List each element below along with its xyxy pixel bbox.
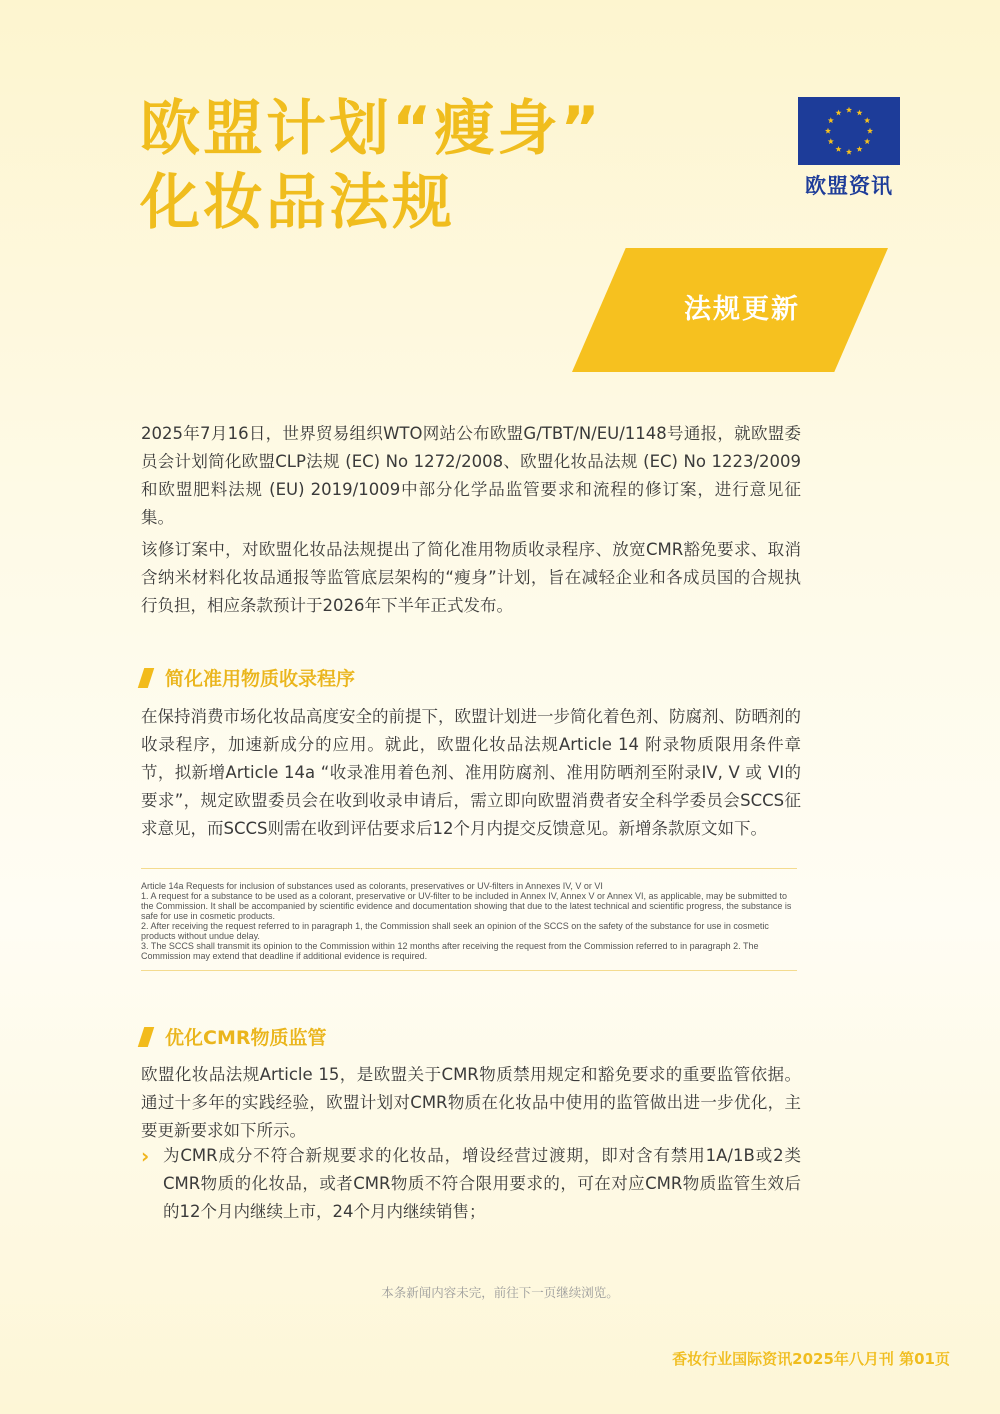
chevron-right-icon: › xyxy=(141,1144,150,1168)
eu-star xyxy=(856,146,862,152)
heading-marker-icon xyxy=(138,1027,154,1047)
eu-flag-icon xyxy=(798,97,900,165)
section-heading-2-text: 优化CMR物质监管 xyxy=(165,1027,327,1049)
list-item xyxy=(141,1142,801,1226)
banner-label: 法规更新 xyxy=(684,294,800,325)
eu-star xyxy=(828,117,834,123)
title-line-2: 化妆品法规 xyxy=(140,168,455,238)
eu-star xyxy=(846,149,852,155)
eu-star xyxy=(835,110,841,116)
section-heading-1-text: 简化准用物质收录程序 xyxy=(165,668,356,690)
page-title xyxy=(140,92,603,240)
quote-line: 1. A request for a substance to be used as a colorant, preservative or UV-filter to be included in Annex IV, Annex V or Annex VI, as applicable, may be submitted to the Commission. It shall be accompanied by scientific evidence and documentation showing that due to the latest technical and scientific progress, the substance is safe for use in cosmetic products. xyxy=(141,891,792,921)
section-heading-1 xyxy=(141,664,355,691)
eu-star xyxy=(846,107,852,113)
category-label: 欧盟资讯 xyxy=(805,174,893,198)
page-footer: 香妆行业国际资讯2025年八月刊 第01页 xyxy=(672,1350,950,1368)
list-item-text: 为CMR成分不符合新规要求的化妆品，增设经营过渡期，即对含有禁用1A/1B或2类CMR物质的化妆品，或者CMR物质不符合限用要求的，可在对应CMR物质监管生效后的12个月内继续上市，24个月内继续销售； xyxy=(163,1146,801,1221)
eu-star xyxy=(864,138,870,144)
eu-star xyxy=(864,117,870,123)
title-line-1: 欧盟计划“瘦身” xyxy=(140,94,603,164)
eu-star xyxy=(835,146,841,152)
article-quote xyxy=(141,868,797,971)
section-heading-2 xyxy=(141,1023,326,1050)
eu-star xyxy=(825,128,831,134)
intro-paragraph-1: 2025年7月16日，世界贸易组织WTO网站公布欧盟G/TBT/N/EU/1148号通报，就欧盟委员会计划简化欧盟CLP法规 (EC) No 1272/2008、欧盟化妆品法规 (EC) No 1223/2009和欧盟肥料法规 (EU) 2019/1009中部分化学品监管要求和流程的修订案，进行意见征集。 xyxy=(141,424,801,527)
continue-note: 本条新闻内容未完，前往下一页继续浏览。 xyxy=(381,1285,619,1300)
quote-line: 2. After receiving the request referred to in paragraph 1, the Commission shall seek an opinion of the SCCS on the safety of the substance for use in cosmetic products without undue delay. xyxy=(141,921,769,941)
quote-line: Article 14a Requests for inclusion of substances used as colorants, preservatives or UV-filters in Annexes IV, V or VI xyxy=(141,881,603,891)
eu-star xyxy=(867,128,873,134)
intro-paragraph-2: 该修订案中，对欧盟化妆品法规提出了简化准用物质收录程序、放宽CMR豁免要求、取消含纳米材料化妆品通报等监管底层架构的“瘦身”计划，旨在减轻企业和各成员国的合规执行负担，相应条款预计于2026年下半年正式发布。 xyxy=(141,540,801,615)
heading-marker-icon xyxy=(138,668,154,688)
section1-body: 在保持消费市场化妆品高度安全的前提下，欧盟计划进一步简化着色剂、防腐剂、防晒剂的收录程序，加速新成分的应用。就此，欧盟化妆品法规Article 14 附录物质限用条件章节，拟新增Article 14a “收录准用着色剂、准用防腐剂、准用防晒剂至附录IV, V 或 VI的要求”，规定欧盟委员会在收到收录申请后，需立即向欧盟消费者安全科学委员会SCCS征求意见，而SCCS则需在收到评估要求后12个月内提交反馈意见。新增条款原文如下。 xyxy=(141,707,801,838)
eu-star xyxy=(828,138,834,144)
eu-star xyxy=(856,110,862,116)
section2-body: 欧盟化妆品法规Article 15，是欧盟关于CMR物质禁用规定和豁免要求的重要监管依据。通过十多年的实践经验，欧盟计划对CMR物质在化妆品中使用的监管做出进一步优化，主要更新要求如下所示。 xyxy=(141,1065,801,1140)
quote-line: 3. The SCCS shall transmit its opinion to the Commission within 12 months after receiving the request from the Commission referred to in paragraph 2. The Commission may extend that deadline if additional evidence is required. xyxy=(141,941,759,961)
